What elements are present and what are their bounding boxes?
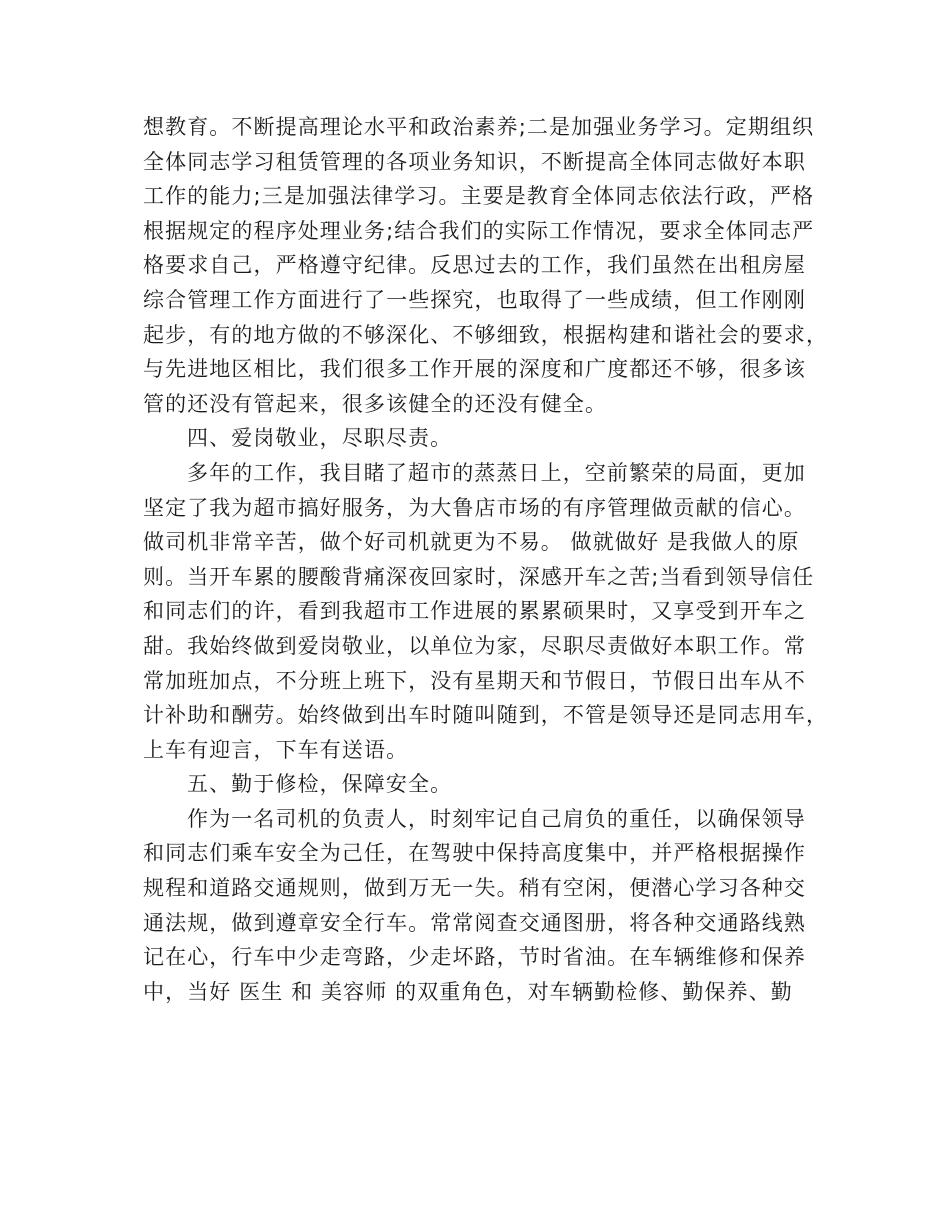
text-line: 根据规定的程序处理业务;结合我们的实际工作情况，要求全体同志严: [143, 218, 815, 243]
text-line: 做司机非常辛苦，做个好司机就更为不易。 做就做好 是我做人的原: [143, 530, 800, 555]
text-line: 上车有迎言，下车有送语。: [143, 737, 409, 762]
text-line: 计补助和酬劳。始终做到出车时随叫随到，不管是领导还是同志用车，: [143, 703, 829, 728]
text-line: 多年的工作，我目睹了超市的蒸蒸日上，空前繁荣的局面，更加: [187, 460, 806, 485]
text-line: 记在心，行车中少走弯路，少走坏路，节时省油。在车辆维修和保养: [143, 945, 806, 970]
text-line: 通法规，做到遵章安全行车。常常阅查交通图册，将各种交通路线熟: [143, 910, 806, 935]
text-line: 管的还没有管起来，很多该健全的还没有健全。: [143, 391, 608, 416]
text-line: 甜。我始终做到爱岗敬业，以单位为家，尽职尽责做好本职工作。常: [143, 633, 806, 658]
text-line: 和同志们的许，看到我超市工作进展的累累硕果时，又享受到开车之: [143, 599, 806, 624]
text-line: 作为一名司机的负责人，时刻牢记自己肩负的重任，以确保领导: [187, 806, 806, 831]
text-line: 常加班加点，不分班上班下，没有星期天和节假日，节假日出车从不: [143, 668, 806, 693]
text-line: 坚定了我为超市搞好服务，为大鲁店市场的有序管理做贡献的信心。: [143, 495, 806, 520]
body-text: [143, 110, 829, 1009]
text-line: 全体同志学习租赁管理的各项业务知识，不断提高全体同志做好本职: [143, 149, 806, 174]
text-line: 中，当好 医生 和 美容师 的双重角色，对车辆勤检修、勤保养、勤: [143, 979, 793, 1004]
text-line: 规程和道路交通规则，做到万无一失。稍有空闲，便潜心学习各种交: [143, 876, 806, 901]
section-heading: 五、勤于修检，保障安全。: [187, 772, 453, 797]
text-line: 起步，有的地方做的不够深化、不够细致，根据构建和谐社会的要求，: [143, 322, 829, 347]
section-heading: 四、爱岗敬业，尽职尽责。: [187, 426, 453, 451]
text-line: 工作的能力;三是加强法律学习。主要是教育全体同志依法行政，严格: [143, 184, 815, 209]
text-line: 和同志们乘车安全为己任，在驾驶中保持高度集中，并严格根据操作: [143, 841, 806, 866]
text-line: 则。当开车累的腰酸背痛深夜回家时，深感开车之苦;当看到领导信任: [143, 564, 815, 589]
text-line: 格要求自己，严格遵守纪律。反思过去的工作，我们虽然在出租房屋: [143, 253, 806, 278]
text-line: 与先进地区相比，我们很多工作开展的深度和广度都还不够，很多该: [143, 357, 806, 382]
text-line: 综合管理工作方面进行了一些探究，也取得了一些成绩，但工作刚刚: [143, 287, 806, 312]
text-line: 想教育。不断提高理论水平和政治素养;二是加强业务学习。定期组织: [143, 115, 815, 139]
